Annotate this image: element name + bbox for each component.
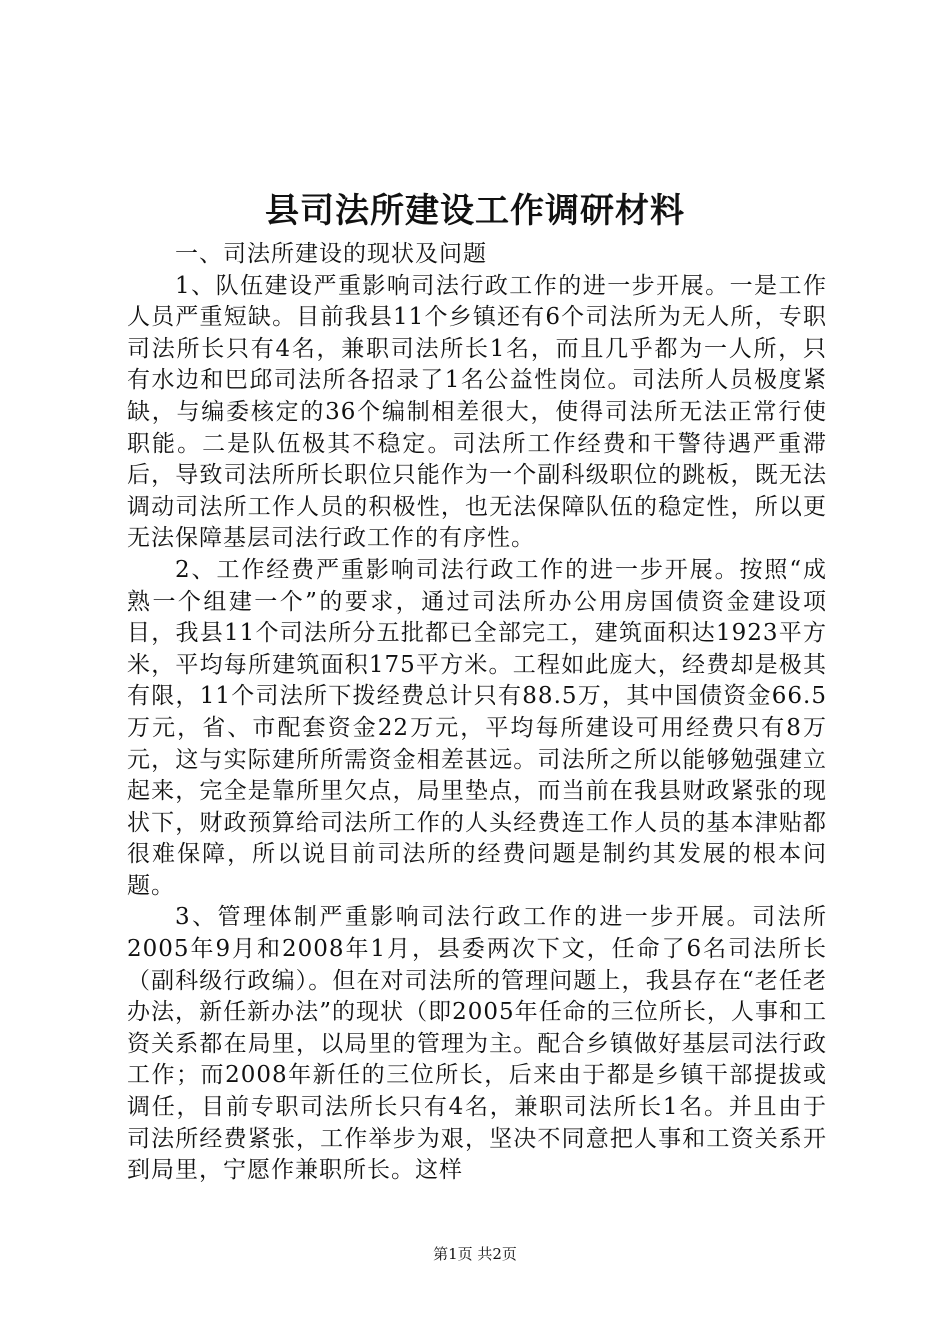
page-footer: 第1页 共2页: [433, 1245, 517, 1263]
document-body: [127, 239, 827, 1187]
document-title: 县司法所建设工作调研材料: [265, 191, 685, 231]
paragraph-1: 1、队伍建设严重影响司法行政工作的进一步开展。一是工作人员严重短缺。目前我县11个乡镇还有6个司法所为无人所，专职司法所长只有4名，兼职司法所长1名，而且几乎都为一人所，只有水边和巴邱司法所各招录了1名公益性岗位。司法所人员极度紧缺，与编委核定的36个编制相差很大，使得司法所无法正常行使职能。二是队伍极其不稳定。司法所工作经费和干警待遇严重滞后，导致司法所所长职位只能作为一个副科级职位的跳板，既无法调动司法所工作人员的积极性，也无法保障队伍的稳定性，所以更无法保障基层司法行政工作的有序性。: [127, 272, 827, 552]
section-heading: 一、司法所建设的现状及问题: [175, 241, 487, 267]
paragraph-2: 2、工作经费严重影响司法行政工作的进一步开展。按照“成熟一个组建一个”的要求，通过司法所办公用房国债资金建设项目，我县11个司法所分五批都已全部完工，建筑面积达1923平方米，平均每所建筑面积175平方米。工程如此庞大，经费却是极其有限，11个司法所下拨经费总计只有88.5万，其中国债资金66.5万元，省、市配套资金22万元，平均每所建设可用经费只有8万元，这与实际建所所需资金相差甚远。司法所之所以能够勉强建立起来，完全是靠所里欠点，局里垫点，而当前在我县财政紧张的现状下，财政预算给司法所工作的人头经费连工作人员的基本津贴都很难保障，所以说目前司法所的经费问题是制约其发展的根本问题。: [127, 556, 827, 899]
paragraph-3: 3、管理体制严重影响司法行政工作的进一步开展。司法所2005年9月和2008年1月，县委两次下文，任命了6名司法所长（副科级行政编）。但在对司法所的管理问题上，我县存在“老任老办法，新任新办法”的现状（即2005年任命的三位所长，人事和工资关系都在局里，以局里的管理为主。配合乡镇做好基层司法行政工作；而2008年新任的三位所长，后来由于都是乡镇干部提拔或调任，目前专职司法所长只有4名，兼职司法所长1名。并且由于司法所经费紧张，工作举步为艰，坚决不同意把人事和工资关系开到局里，宁愿作兼职所长。这样: [127, 904, 827, 1184]
